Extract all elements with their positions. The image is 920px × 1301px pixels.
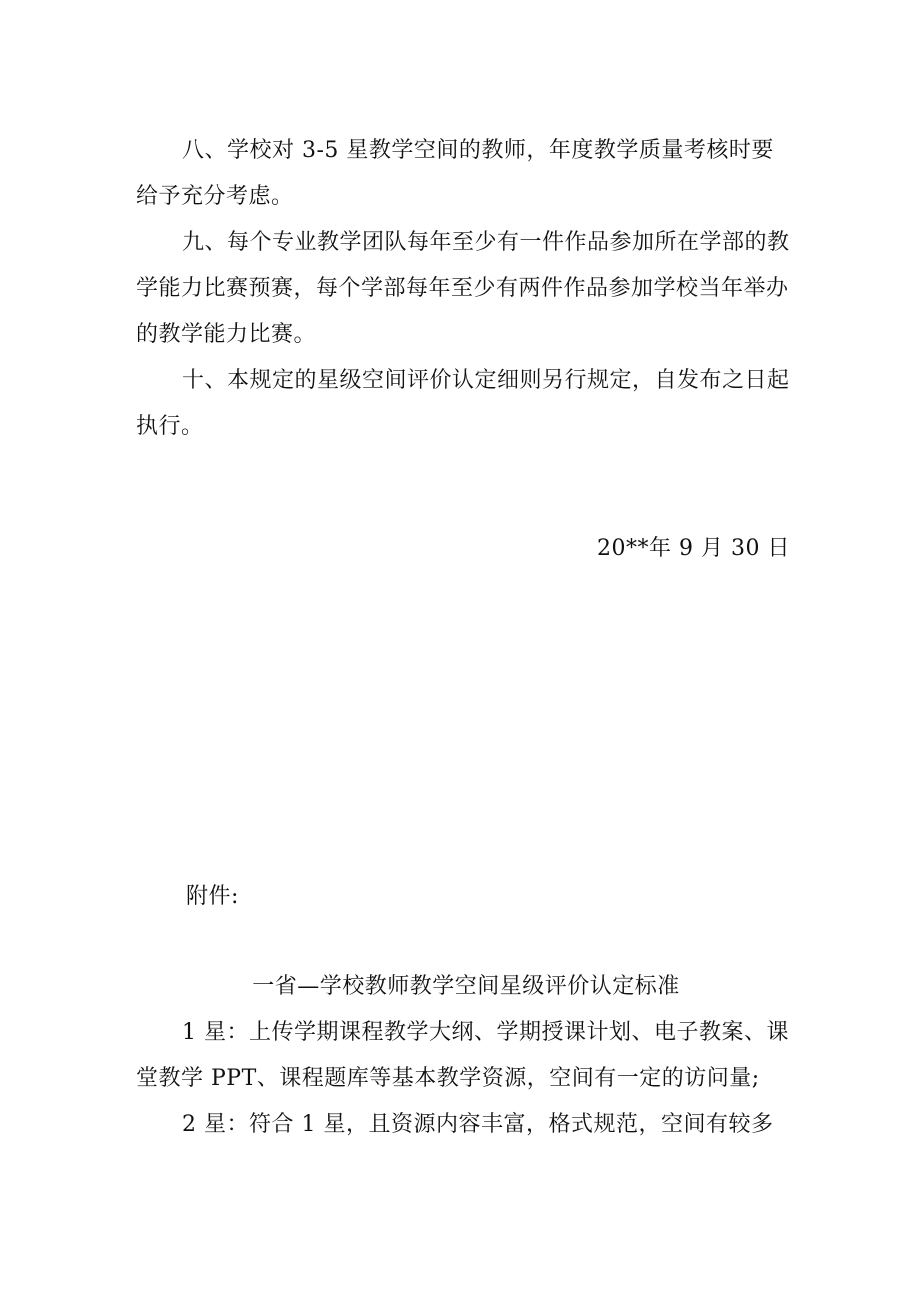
- attachment-label: 附件:: [186, 884, 239, 909]
- standard-two-star: 2 星：符合 1 星，且资源内容丰富，格式规范，空间有较多: [182, 1112, 774, 1137]
- paragraph-ten: 十、本规定的星级空间评价认定细则另行规定，自发布之日起执行。: [136, 368, 790, 439]
- standard-title: 一省—学校教师教学空间星级评价认定标准: [252, 974, 680, 999]
- standard-one-star: 1 星：上传学期课程教学大纲、学期授课计划、电子教案、课堂教学 PPT、课程题库等基本教学资源，空间有一定的访问量;: [136, 1020, 789, 1091]
- paragraph-nine: 九、每个专业教学团队每年至少有一件作品参加所在学部的教学能力比赛预赛，每个学部每年至少有两件作品参加学校当年举办的教学能力比赛。: [136, 230, 790, 347]
- document-date: 20**年 9 月 30 日: [597, 536, 790, 561]
- paragraph-eight: 八、学校对 3-5 星教学空间的教师，年度教学质量考核时要给予充分考虑。: [136, 138, 774, 209]
